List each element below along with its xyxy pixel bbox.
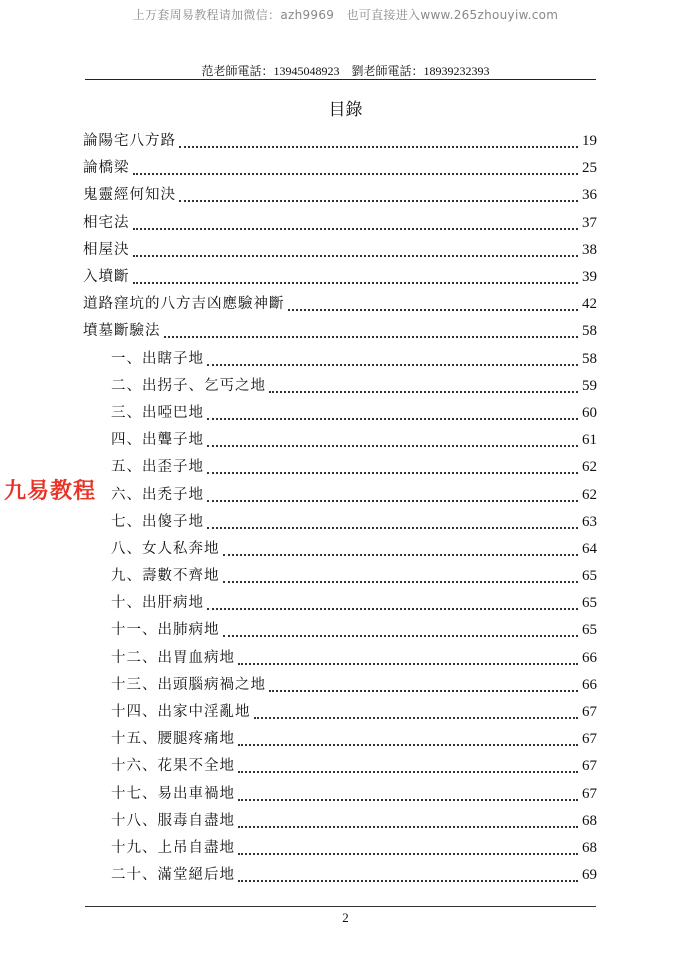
toc-entry[interactable] [83, 808, 597, 835]
toc-leader-dots [223, 634, 579, 637]
table-of-contents [83, 128, 597, 889]
toc-entry[interactable] [83, 481, 597, 508]
toc-entry-label: 十、出肝病地 [111, 595, 204, 612]
toc-entry-page: 25 [582, 160, 597, 177]
toc-entry-label: 道路窪坑的八方吉凶應驗神斷 [83, 296, 285, 313]
toc-leader-dots [288, 308, 579, 311]
toc-leader-dots [133, 254, 579, 257]
toc-entry[interactable] [83, 373, 597, 400]
toc-entry-page: 67 [582, 704, 597, 721]
toc-entry-page: 65 [582, 622, 597, 639]
toc-entry[interactable] [83, 726, 597, 753]
toc-entry-label: 十九、上吊自盡地 [111, 839, 235, 856]
toc-leader-dots [207, 471, 578, 474]
toc-entry-label: 十七、易出車禍地 [111, 785, 235, 802]
toc-entry[interactable] [83, 237, 597, 264]
toc-entry[interactable] [83, 672, 597, 699]
toc-entry[interactable] [83, 617, 597, 644]
toc-leader-dots [207, 607, 578, 610]
toc-entry-page: 61 [582, 432, 597, 449]
toc-entry-page: 19 [582, 133, 597, 150]
toc-leader-dots [269, 689, 578, 692]
toc-entry[interactable] [83, 835, 597, 862]
header-contact-line: 范老師電話：13945048923 劉老師電話：18939232393 [201, 64, 490, 78]
toc-entry-label: 論橋梁 [83, 160, 130, 177]
toc-entry[interactable] [83, 645, 597, 672]
toc-entry-label: 相屋決 [83, 241, 130, 258]
toc-entry[interactable] [83, 400, 597, 427]
toc-entry-page: 58 [582, 323, 597, 340]
toc-leader-dots [207, 417, 578, 420]
toc-leader-dots [238, 743, 578, 746]
toc-leader-dots [133, 172, 579, 175]
footer-divider [85, 906, 596, 907]
toc-entry-label: 四、出聾子地 [111, 432, 204, 449]
toc-entry[interactable] [83, 128, 597, 155]
toc-entry-label: 論陽宅八方路 [83, 133, 176, 150]
toc-entry-label: 七、出傻子地 [111, 513, 204, 530]
toc-leader-dots [223, 580, 579, 583]
toc-entry-page: 63 [582, 513, 597, 530]
toc-entry[interactable] [83, 264, 597, 291]
page-title: 目錄 [328, 100, 363, 120]
toc-entry-label: 九、壽數不齊地 [111, 568, 220, 585]
toc-leader-dots [254, 716, 579, 719]
toc-entry-page: 38 [582, 241, 597, 258]
toc-entry-page: 60 [582, 404, 597, 421]
toc-leader-dots [238, 770, 578, 773]
toc-entry[interactable] [83, 563, 597, 590]
toc-leader-dots [179, 199, 578, 202]
toc-entry-label: 相宅法 [83, 214, 130, 231]
toc-entry-label: 十二、出胃血病地 [111, 649, 235, 666]
toc-entry[interactable] [83, 427, 597, 454]
toc-entry-label: 十六、花果不全地 [111, 758, 235, 775]
toc-entry-label: 五、出歪子地 [111, 459, 204, 476]
toc-entry-page: 39 [582, 269, 597, 286]
toc-leader-dots [207, 444, 578, 447]
toc-leader-dots [207, 363, 578, 366]
toc-entry-page: 68 [582, 812, 597, 829]
toc-leader-dots [133, 227, 579, 230]
toc-entry-page: 62 [582, 459, 597, 476]
toc-entry-label: 六、出禿子地 [111, 486, 204, 503]
toc-entry-label: 二十、滿堂絕后地 [111, 867, 235, 884]
toc-entry[interactable] [83, 182, 597, 209]
toc-entry[interactable] [83, 590, 597, 617]
top-watermark-text: 上万套周易教程请加微信：azh9969 也可直接进入www.265zhouyiw.com [132, 8, 559, 22]
header-divider [85, 79, 596, 80]
toc-entry[interactable] [83, 536, 597, 563]
toc-entry-label: 入墳斷 [83, 269, 130, 286]
toc-entry-label: 一、出瞎子地 [111, 350, 204, 367]
toc-leader-dots [238, 852, 578, 855]
toc-leader-dots [238, 798, 578, 801]
toc-entry[interactable] [83, 862, 597, 889]
toc-entry-page: 62 [582, 486, 597, 503]
toc-entry-page: 36 [582, 187, 597, 204]
toc-entry[interactable] [83, 318, 597, 345]
toc-leader-dots [269, 390, 578, 393]
toc-leader-dots [179, 145, 578, 148]
toc-leader-dots [164, 335, 579, 338]
toc-entry-page: 58 [582, 350, 597, 367]
toc-entry-page: 67 [582, 731, 597, 748]
toc-entry-page: 69 [582, 867, 597, 884]
toc-entry-page: 66 [582, 676, 597, 693]
toc-entry-page: 67 [582, 785, 597, 802]
toc-entry-page: 66 [582, 649, 597, 666]
toc-entry[interactable] [83, 781, 597, 808]
toc-entry[interactable] [83, 753, 597, 780]
toc-leader-dots [207, 526, 578, 529]
toc-entry-page: 59 [582, 377, 597, 394]
toc-leader-dots [133, 281, 579, 284]
toc-entry[interactable] [83, 699, 597, 726]
toc-entry-label: 墳墓斷驗法 [83, 323, 161, 340]
toc-entry[interactable] [83, 346, 597, 373]
toc-entry-page: 68 [582, 839, 597, 856]
toc-entry[interactable] [83, 509, 597, 536]
side-watermark-logo: 九易教程 [4, 479, 97, 504]
toc-entry-page: 65 [582, 568, 597, 585]
toc-entry-label: 十一、出肺病地 [111, 622, 220, 639]
page-number: 2 [342, 910, 349, 925]
toc-leader-dots [238, 879, 578, 882]
toc-entry-page: 67 [582, 758, 597, 775]
toc-entry-label: 十八、服毒自盡地 [111, 812, 235, 829]
toc-entry-label: 十三、出頭腦病禍之地 [111, 676, 266, 693]
toc-entry-label: 八、女人私奔地 [111, 540, 220, 557]
toc-entry-label: 鬼靈經何知決 [83, 187, 176, 204]
toc-leader-dots [223, 553, 579, 556]
toc-entry[interactable] [83, 291, 597, 318]
toc-entry-page: 37 [582, 214, 597, 231]
toc-entry-page: 42 [582, 296, 597, 313]
toc-leader-dots [238, 662, 578, 665]
toc-entry-page: 65 [582, 595, 597, 612]
toc-entry-label: 二、出拐子、乞丐之地 [111, 377, 266, 394]
toc-entry[interactable] [83, 454, 597, 481]
toc-entry-page: 64 [582, 540, 597, 557]
toc-entry[interactable] [83, 155, 597, 182]
toc-entry-label: 十四、出家中淫亂地 [111, 704, 251, 721]
toc-leader-dots [207, 499, 578, 502]
toc-entry-label: 三、出啞巴地 [111, 404, 204, 421]
toc-leader-dots [238, 825, 578, 828]
toc-entry-label: 十五、腰腿疼痛地 [111, 731, 235, 748]
toc-entry[interactable] [83, 210, 597, 237]
